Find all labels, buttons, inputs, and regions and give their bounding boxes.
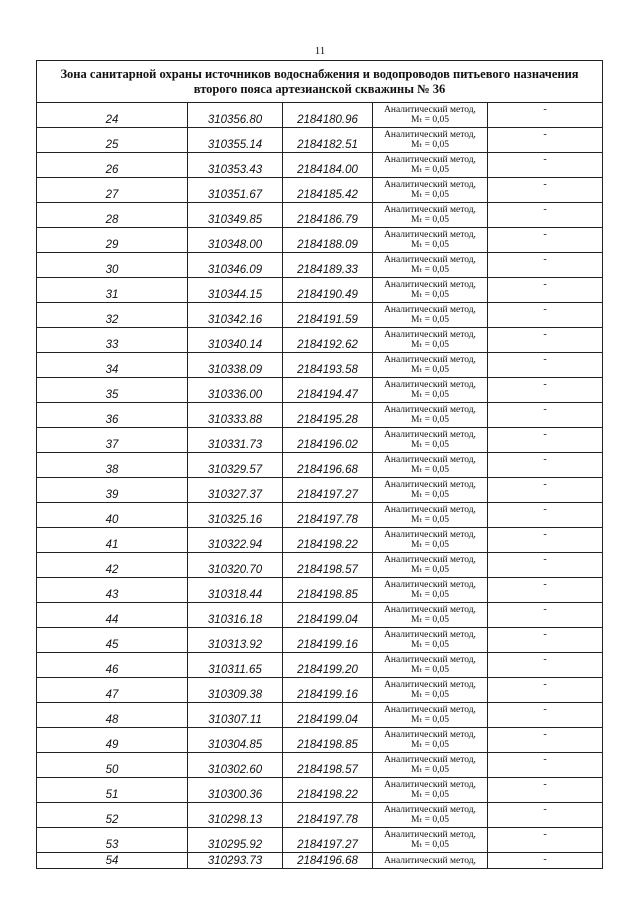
extra-cell: - [488,653,603,678]
method-cell [373,828,488,853]
x-coordinate-cell: 310346.09 [188,253,283,278]
y-coordinate-cell: 2184197.78 [283,503,373,528]
accuracy-label: Mₜ = 0,05 [411,365,449,375]
point-number-cell: 33 [37,328,188,353]
method-label: Аналитический метод, [384,405,476,415]
method-label: Аналитический метод, [384,430,476,440]
method-cell [373,428,488,453]
accuracy-label: Mₜ = 0,05 [411,165,449,175]
table-row [37,278,603,303]
table-header-row [37,61,603,103]
method-label: Аналитический метод, [384,155,476,165]
x-coordinate-cell: 310340.14 [188,328,283,353]
method-cell [373,753,488,778]
table-row [37,803,603,828]
method-cell [373,703,488,728]
point-number-cell: 49 [37,728,188,753]
y-coordinate-cell: 2184194.47 [283,378,373,403]
point-number-cell: 41 [37,528,188,553]
point-number-cell: 39 [37,478,188,503]
accuracy-label: Mₜ = 0,05 [411,765,449,775]
x-coordinate-cell: 310353.43 [188,153,283,178]
extra-cell: - [488,753,603,778]
x-coordinate-cell: 310355.14 [188,128,283,153]
extra-cell: - [488,678,603,703]
x-coordinate-cell: 310325.16 [188,503,283,528]
point-number-cell: 27 [37,178,188,203]
method-cell [373,628,488,653]
table-row [37,503,603,528]
x-coordinate-cell: 310309.38 [188,678,283,703]
y-coordinate-cell: 2184196.68 [283,853,373,869]
method-cell [373,528,488,553]
method-cell [373,178,488,203]
method-label: Аналитический метод, [384,780,476,790]
accuracy-label: Mₜ = 0,05 [411,265,449,275]
point-number-cell: 29 [37,228,188,253]
method-label: Аналитический метод, [384,280,476,290]
point-number-cell: 42 [37,553,188,578]
x-coordinate-cell: 310344.15 [188,278,283,303]
point-number-cell: 31 [37,278,188,303]
accuracy-label: Mₜ = 0,05 [411,815,449,825]
x-coordinate-cell: 310304.85 [188,728,283,753]
method-label: Аналитический метод, [384,255,476,265]
point-number-cell: 28 [37,203,188,228]
method-cell [373,253,488,278]
y-coordinate-cell: 2184199.16 [283,628,373,653]
point-number-cell: 36 [37,403,188,428]
method-label: Аналитический метод, [384,330,476,340]
point-number-cell: 37 [37,428,188,453]
table-row [37,353,603,378]
method-label: Аналитический метод, [384,855,476,866]
table-row [37,753,603,778]
y-coordinate-cell: 2184198.22 [283,528,373,553]
method-label: Аналитический метод, [384,605,476,615]
method-cell [373,603,488,628]
table-row [37,303,603,328]
x-coordinate-cell: 310316.18 [188,603,283,628]
y-coordinate-cell: 2184197.78 [283,803,373,828]
y-coordinate-cell: 2184199.16 [283,678,373,703]
x-coordinate-cell: 310302.60 [188,753,283,778]
method-cell [373,303,488,328]
accuracy-label: Mₜ = 0,05 [411,240,449,250]
y-coordinate-cell: 2184191.59 [283,303,373,328]
method-cell [373,353,488,378]
extra-cell: - [488,353,603,378]
method-cell [373,578,488,603]
method-label: Аналитический метод, [384,630,476,640]
point-number-cell: 53 [37,828,188,853]
method-label: Аналитический метод, [384,380,476,390]
x-coordinate-cell: 310320.70 [188,553,283,578]
accuracy-label: Mₜ = 0,05 [411,740,449,750]
extra-cell: - [488,403,603,428]
method-cell [373,678,488,703]
table-row [37,203,603,228]
y-coordinate-cell: 2184199.20 [283,653,373,678]
table-row [37,453,603,478]
method-label: Аналитический метод, [384,505,476,515]
method-label: Аналитический метод, [384,480,476,490]
accuracy-label: Mₜ = 0,05 [411,190,449,200]
x-coordinate-cell: 310293.73 [188,853,283,869]
x-coordinate-cell: 310331.73 [188,428,283,453]
accuracy-label: Mₜ = 0,05 [411,140,449,150]
method-label: Аналитический метод, [384,180,476,190]
method-label: Аналитический метод, [384,455,476,465]
extra-cell: - [488,428,603,453]
y-coordinate-cell: 2184198.85 [283,578,373,603]
method-label: Аналитический метод, [384,580,476,590]
point-number-cell: 38 [37,453,188,478]
method-label: Аналитический метод, [384,830,476,840]
table-row [37,153,603,178]
y-coordinate-cell: 2184196.02 [283,428,373,453]
method-cell [373,803,488,828]
point-number-cell: 46 [37,653,188,678]
extra-cell: - [488,378,603,403]
point-number-cell: 47 [37,678,188,703]
accuracy-label: Mₜ = 0,05 [411,540,449,550]
accuracy-label: Mₜ = 0,05 [411,115,449,125]
extra-cell: - [488,778,603,803]
extra-cell: - [488,228,603,253]
method-cell [373,203,488,228]
table-row [37,528,603,553]
x-coordinate-cell: 310295.92 [188,828,283,853]
accuracy-label: Mₜ = 0,05 [411,440,449,450]
extra-cell: - [488,153,603,178]
x-coordinate-cell: 310348.00 [188,228,283,253]
table-row [37,228,603,253]
accuracy-label: Mₜ = 0,05 [411,390,449,400]
y-coordinate-cell: 2184190.49 [283,278,373,303]
table-row [37,728,603,753]
table-row [37,478,603,503]
extra-cell: - [488,203,603,228]
point-number-cell: 48 [37,703,188,728]
table-row [37,103,603,128]
accuracy-label: Mₜ = 0,05 [411,590,449,600]
x-coordinate-cell: 310322.94 [188,528,283,553]
accuracy-label: Mₜ = 0,05 [411,315,449,325]
point-number-cell: 43 [37,578,188,603]
method-label: Аналитический метод, [384,730,476,740]
x-coordinate-cell: 310351.67 [188,178,283,203]
y-coordinate-cell: 2184193.58 [283,353,373,378]
table-row [37,603,603,628]
point-number-cell: 32 [37,303,188,328]
accuracy-label: Mₜ = 0,05 [411,640,449,650]
extra-cell: - [488,253,603,278]
table-row [37,703,603,728]
method-label: Аналитический метод, [384,805,476,815]
x-coordinate-cell: 310327.37 [188,478,283,503]
point-number-cell: 26 [37,153,188,178]
method-label: Аналитический метод, [384,655,476,665]
y-coordinate-cell: 2184198.57 [283,553,373,578]
extra-cell: - [488,578,603,603]
method-cell [373,278,488,303]
method-label: Аналитический метод, [384,105,476,115]
method-cell [373,653,488,678]
y-coordinate-cell: 2184198.85 [283,728,373,753]
table-row [37,128,603,153]
y-coordinate-cell: 2184180.96 [283,103,373,128]
point-number-cell: 44 [37,603,188,628]
table-row [37,578,603,603]
extra-cell: - [488,628,603,653]
point-number-cell: 34 [37,353,188,378]
method-cell [373,453,488,478]
extra-cell: - [488,603,603,628]
extra-cell: - [488,278,603,303]
extra-cell: - [488,178,603,203]
y-coordinate-cell: 2184196.68 [283,453,373,478]
extra-cell: - [488,503,603,528]
extra-cell: - [488,103,603,128]
x-coordinate-cell: 310298.13 [188,803,283,828]
method-cell [373,853,488,869]
method-label: Аналитический метод, [384,555,476,565]
accuracy-label: Mₜ = 0,05 [411,465,449,475]
method-cell [373,778,488,803]
table-row [37,428,603,453]
point-number-cell: 52 [37,803,188,828]
method-cell [373,478,488,503]
point-number-cell: 24 [37,103,188,128]
y-coordinate-cell: 2184189.33 [283,253,373,278]
point-number-cell: 45 [37,628,188,653]
point-number-cell: 54 [37,853,188,869]
point-number-cell: 50 [37,753,188,778]
method-label: Аналитический метод, [384,355,476,365]
x-coordinate-cell: 310336.00 [188,378,283,403]
method-cell [373,503,488,528]
accuracy-label: Mₜ = 0,05 [411,215,449,225]
accuracy-label: Mₜ = 0,05 [411,790,449,800]
table-row [37,378,603,403]
table-row [37,328,603,353]
accuracy-label: Mₜ = 0,05 [411,615,449,625]
table-row [37,853,603,869]
extra-cell: - [488,453,603,478]
method-cell [373,378,488,403]
x-coordinate-cell: 310311.65 [188,653,283,678]
method-label: Аналитический метод, [384,530,476,540]
table-row [37,778,603,803]
extra-cell: - [488,553,603,578]
table-row [37,828,603,853]
method-cell [373,153,488,178]
y-coordinate-cell: 2184197.27 [283,478,373,503]
method-cell [373,228,488,253]
x-coordinate-cell: 310338.09 [188,353,283,378]
accuracy-label: Mₜ = 0,05 [411,490,449,500]
extra-cell: - [488,478,603,503]
y-coordinate-cell: 2184185.42 [283,178,373,203]
y-coordinate-cell: 2184195.28 [283,403,373,428]
accuracy-label: Mₜ = 0,05 [411,715,449,725]
x-coordinate-cell: 310356.80 [188,103,283,128]
table-row [37,553,603,578]
y-coordinate-cell: 2184182.51 [283,128,373,153]
accuracy-label: Mₜ = 0,05 [411,690,449,700]
method-cell [373,128,488,153]
y-coordinate-cell: 2184192.62 [283,328,373,353]
method-label: Аналитический метод, [384,130,476,140]
extra-cell: - [488,703,603,728]
x-coordinate-cell: 310342.16 [188,303,283,328]
y-coordinate-cell: 2184199.04 [283,703,373,728]
extra-cell: - [488,528,603,553]
accuracy-label: Mₜ = 0,05 [411,415,449,425]
x-coordinate-cell: 310300.36 [188,778,283,803]
point-number-cell: 35 [37,378,188,403]
extra-cell: - [488,803,603,828]
accuracy-label: Mₜ = 0,05 [411,840,449,850]
accuracy-label: Mₜ = 0,05 [411,565,449,575]
point-number-cell: 40 [37,503,188,528]
extra-cell: - [488,853,603,869]
x-coordinate-cell: 310318.44 [188,578,283,603]
y-coordinate-cell: 2184199.04 [283,603,373,628]
table-row [37,178,603,203]
y-coordinate-cell: 2184198.22 [283,778,373,803]
method-cell [373,103,488,128]
x-coordinate-cell: 310349.85 [188,203,283,228]
table-row [37,403,603,428]
x-coordinate-cell: 310333.88 [188,403,283,428]
accuracy-label: Mₜ = 0,05 [411,665,449,675]
page-number: 11 [314,45,326,57]
accuracy-label: Mₜ = 0,05 [411,290,449,300]
method-label: Аналитический метод, [384,755,476,765]
method-label: Аналитический метод, [384,705,476,715]
extra-cell: - [488,328,603,353]
y-coordinate-cell: 2184188.09 [283,228,373,253]
extra-cell: - [488,303,603,328]
method-label: Аналитический метод, [384,230,476,240]
extra-cell: - [488,828,603,853]
point-number-cell: 51 [37,778,188,803]
table-row [37,653,603,678]
method-cell [373,553,488,578]
method-label: Аналитический метод, [384,680,476,690]
point-number-cell: 25 [37,128,188,153]
point-number-cell: 30 [37,253,188,278]
method-cell [373,328,488,353]
method-label: Аналитический метод, [384,205,476,215]
table-row [37,628,603,653]
coordinates-table [36,60,603,869]
x-coordinate-cell: 310329.57 [188,453,283,478]
table-title: Зона санитарной охраны источников водоснабжения и водопроводов питьевого назначения второго пояса артезианской скважины № 36 [37,61,603,103]
y-coordinate-cell: 2184197.27 [283,828,373,853]
x-coordinate-cell: 310313.92 [188,628,283,653]
table-row [37,678,603,703]
accuracy-label: Mₜ = 0,05 [411,340,449,350]
extra-cell: - [488,128,603,153]
y-coordinate-cell: 2184186.79 [283,203,373,228]
y-coordinate-cell: 2184198.57 [283,753,373,778]
extra-cell: - [488,728,603,753]
method-label: Аналитический метод, [384,305,476,315]
accuracy-label: Mₜ = 0,05 [411,515,449,525]
method-cell [373,728,488,753]
y-coordinate-cell: 2184184.00 [283,153,373,178]
x-coordinate-cell: 310307.11 [188,703,283,728]
method-cell [373,403,488,428]
table-row [37,253,603,278]
